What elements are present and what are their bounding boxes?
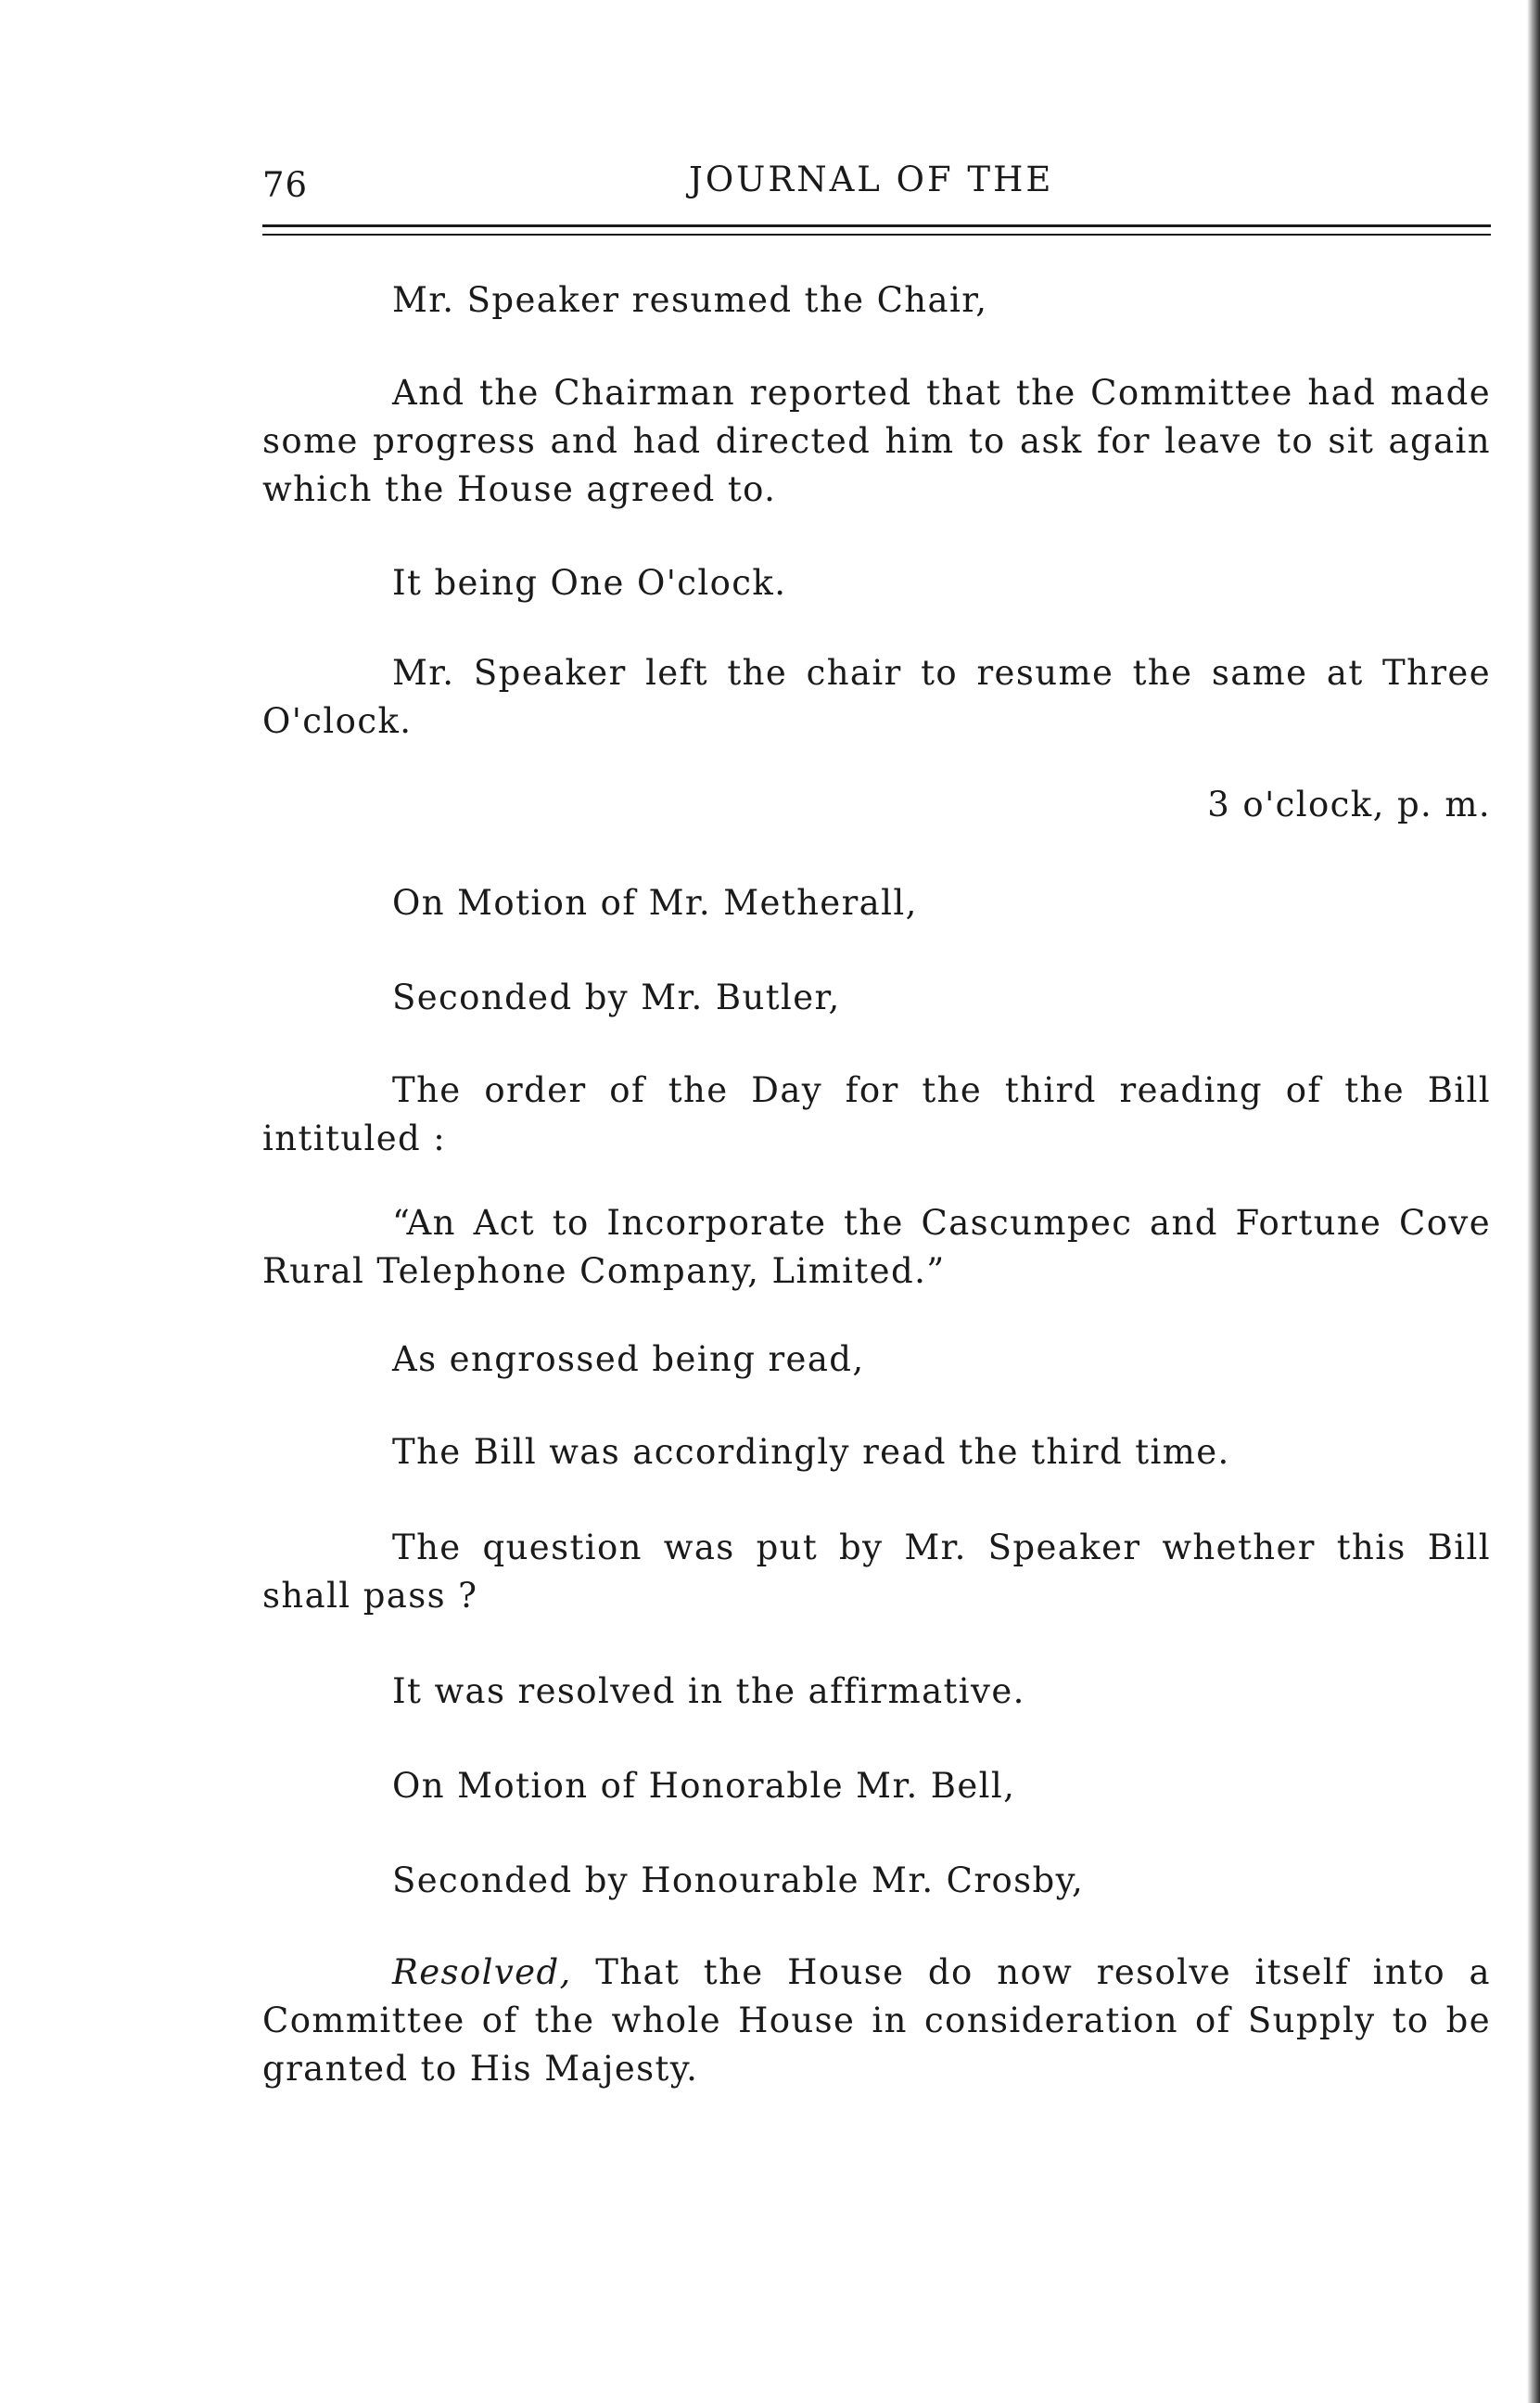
time-stamp: 3 o'clock, p. m.	[1207, 785, 1491, 824]
paragraph-act-title: “An Act to Incorporate the Cascumpec and Fortune Cove Rural Telephone Company, Limited.”	[262, 1203, 1491, 1291]
running-head: JOURNAL OF THE	[689, 160, 1054, 199]
paragraph-seconded-crosby: Seconded by Honourable Mr. Crosby,	[392, 1860, 1085, 1900]
paragraph-question-put: The question was put by Mr. Speaker whether this Bill shall pass ?	[262, 1527, 1491, 1616]
header-rule-thick	[262, 224, 1491, 227]
page-header	[262, 160, 1491, 215]
paragraph-motion-bell: On Motion of Honorable Mr. Bell,	[392, 1766, 1016, 1806]
resolution-text: That the House do now resolve itself into a Committee of the whole House in consideration of Supply to be granted to His Majesty.	[262, 1952, 1491, 2089]
paragraph-motion-metherall: On Motion of Mr. Metherall,	[392, 883, 918, 923]
paragraph-speaker-resumed: Mr. Speaker resumed the Chair,	[392, 280, 988, 320]
paragraph-resolution	[262, 1949, 1491, 2093]
paragraph-third-reading: The Bill was accordingly read the third time.	[392, 1432, 1230, 1472]
paragraph-resolved-affirmative: It was resolved in the affirmative.	[392, 1671, 1025, 1711]
header-rule-thin	[262, 234, 1491, 236]
paragraph-speaker-left: Mr. Speaker left the chair to resume the same at Three O'clock.	[262, 653, 1491, 741]
paragraph-chairman-report: And the Chairman reported that the Committee had made some progress and had directed him to ask for leave to sit again which the House agreed to.	[262, 373, 1491, 509]
paragraph-seconded-butler: Seconded by Mr. Butler,	[392, 978, 841, 1017]
page-number: 76	[262, 165, 309, 205]
paragraph-engrossed: As engrossed being read,	[392, 1339, 865, 1379]
paragraph-order-of-day: The order of the Day for the third reading of the Bill intituled :	[262, 1070, 1491, 1158]
paragraph-one-oclock: It being One O'clock.	[392, 563, 787, 603]
page-edge-shadow	[1527, 0, 1540, 2403]
resolved-label: Resolved,	[392, 1952, 572, 1992]
